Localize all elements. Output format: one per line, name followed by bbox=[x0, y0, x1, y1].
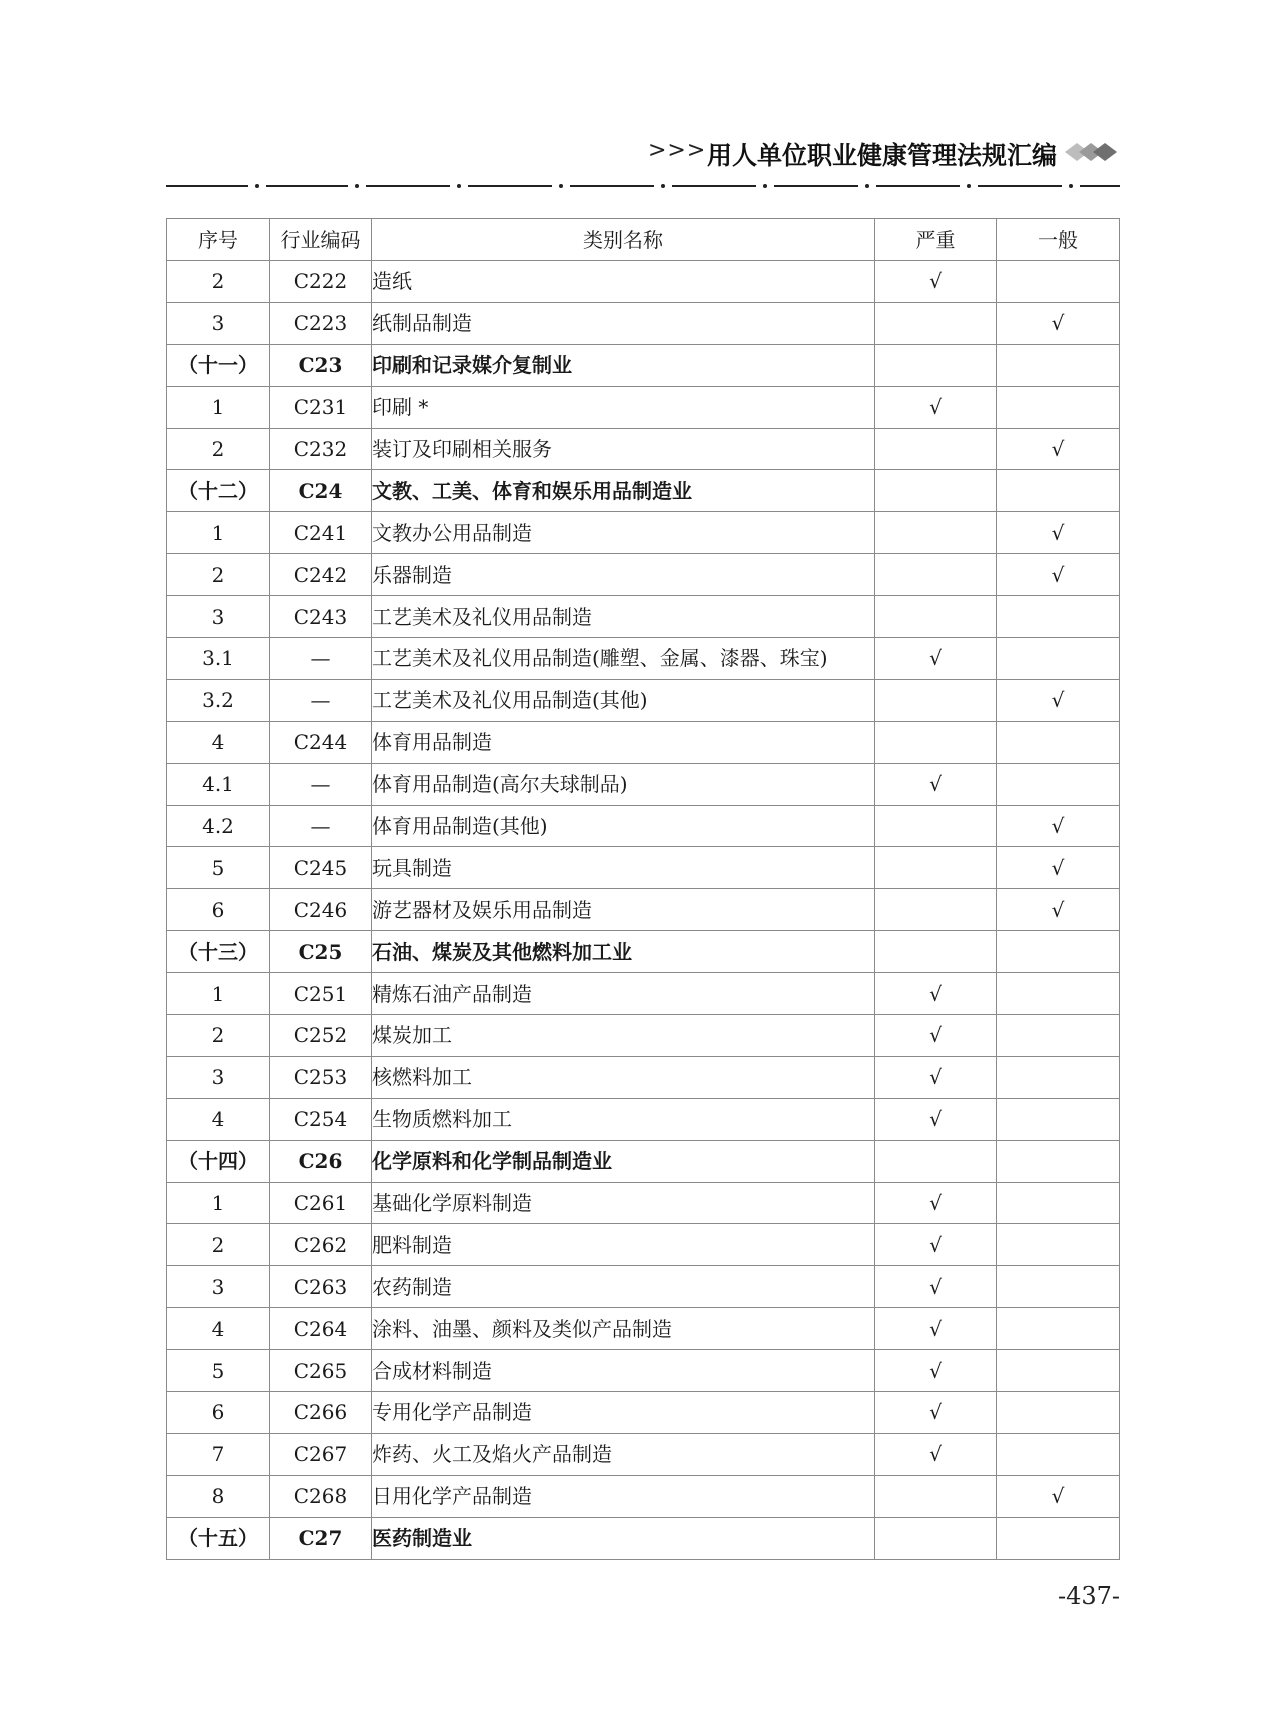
table-row bbox=[167, 512, 1120, 554]
row-general-mark bbox=[997, 1015, 1120, 1057]
row-category-name: 工艺美术及礼仪用品制造(其他) bbox=[372, 679, 875, 721]
row-general-mark bbox=[997, 261, 1120, 303]
row-general-mark bbox=[997, 386, 1120, 428]
row-serious-mark: √ bbox=[875, 1308, 997, 1350]
row-category-name: 印刷和记录媒介复制业 bbox=[372, 344, 875, 386]
row-industry-code: C245 bbox=[270, 847, 372, 889]
row-general-mark bbox=[997, 763, 1120, 805]
row-category-name: 文教办公用品制造 bbox=[372, 512, 875, 554]
row-serious-mark bbox=[875, 344, 997, 386]
header-rule bbox=[166, 183, 1120, 189]
row-seq: 8 bbox=[167, 1475, 270, 1517]
row-industry-code: C231 bbox=[270, 386, 372, 428]
table-section-row bbox=[167, 1517, 1120, 1559]
row-seq: 6 bbox=[167, 1392, 270, 1434]
row-seq: 1 bbox=[167, 512, 270, 554]
table-row bbox=[167, 302, 1120, 344]
row-industry-code: — bbox=[270, 638, 372, 680]
row-category-name: 文教、工美、体育和娱乐用品制造业 bbox=[372, 470, 875, 512]
row-industry-code: C242 bbox=[270, 554, 372, 596]
row-seq: 3 bbox=[167, 596, 270, 638]
row-general-mark: √ bbox=[997, 428, 1120, 470]
table-row bbox=[167, 1433, 1120, 1475]
row-general-mark bbox=[997, 1517, 1120, 1559]
table-row bbox=[167, 1015, 1120, 1057]
column-header-seq: 序号 bbox=[167, 219, 270, 261]
row-seq: 2 bbox=[167, 1015, 270, 1057]
row-seq: 4 bbox=[167, 1308, 270, 1350]
row-industry-code: — bbox=[270, 679, 372, 721]
table-row bbox=[167, 554, 1120, 596]
row-seq: 5 bbox=[167, 1350, 270, 1392]
table-row bbox=[167, 386, 1120, 428]
row-seq: 3 bbox=[167, 302, 270, 344]
table-row bbox=[167, 973, 1120, 1015]
row-category-name: 专用化学产品制造 bbox=[372, 1392, 875, 1434]
table-section-row bbox=[167, 344, 1120, 386]
table-section-row bbox=[167, 470, 1120, 512]
row-serious-mark bbox=[875, 1140, 997, 1182]
row-category-name: 基础化学原料制造 bbox=[372, 1182, 875, 1224]
row-industry-code: C243 bbox=[270, 596, 372, 638]
row-serious-mark: √ bbox=[875, 973, 997, 1015]
row-seq: 4 bbox=[167, 1098, 270, 1140]
row-general-mark bbox=[997, 931, 1120, 973]
row-category-name: 工艺美术及礼仪用品制造 bbox=[372, 596, 875, 638]
row-general-mark bbox=[997, 1140, 1120, 1182]
row-general-mark: √ bbox=[997, 554, 1120, 596]
row-category-name: 造纸 bbox=[372, 261, 875, 303]
row-seq: （十五） bbox=[167, 1517, 270, 1559]
row-seq: 1 bbox=[167, 386, 270, 428]
row-category-name: 炸药、火工及焰火产品制造 bbox=[372, 1433, 875, 1475]
table-row bbox=[167, 847, 1120, 889]
table-section-row bbox=[167, 931, 1120, 973]
row-industry-code: C251 bbox=[270, 973, 372, 1015]
row-category-name: 核燃料加工 bbox=[372, 1056, 875, 1098]
row-serious-mark: √ bbox=[875, 1015, 997, 1057]
row-general-mark: √ bbox=[997, 302, 1120, 344]
row-serious-mark bbox=[875, 1475, 997, 1517]
row-industry-code: C232 bbox=[270, 428, 372, 470]
row-general-mark bbox=[997, 1392, 1120, 1434]
row-seq: 7 bbox=[167, 1433, 270, 1475]
page-number: -437- bbox=[1058, 1582, 1121, 1610]
row-serious-mark bbox=[875, 1517, 997, 1559]
table-row bbox=[167, 596, 1120, 638]
row-serious-mark: √ bbox=[875, 1266, 997, 1308]
row-seq: 3 bbox=[167, 1056, 270, 1098]
row-industry-code: C27 bbox=[270, 1517, 372, 1559]
row-serious-mark: √ bbox=[875, 1350, 997, 1392]
row-general-mark: √ bbox=[997, 512, 1120, 554]
row-category-name: 医药制造业 bbox=[372, 1517, 875, 1559]
table-row bbox=[167, 1224, 1120, 1266]
row-industry-code: C246 bbox=[270, 889, 372, 931]
row-serious-mark bbox=[875, 428, 997, 470]
row-seq: 3 bbox=[167, 1266, 270, 1308]
row-general-mark bbox=[997, 1308, 1120, 1350]
row-general-mark bbox=[997, 721, 1120, 763]
column-header-general: 一般 bbox=[997, 219, 1120, 261]
row-industry-code: C25 bbox=[270, 931, 372, 973]
row-serious-mark bbox=[875, 596, 997, 638]
table-row bbox=[167, 1182, 1120, 1224]
row-industry-code: C267 bbox=[270, 1433, 372, 1475]
row-general-mark bbox=[997, 1266, 1120, 1308]
row-seq: 4 bbox=[167, 721, 270, 763]
row-industry-code: C254 bbox=[270, 1098, 372, 1140]
table-row bbox=[167, 1475, 1120, 1517]
table-header-row bbox=[167, 219, 1120, 261]
row-general-mark bbox=[997, 1433, 1120, 1475]
row-industry-code: C263 bbox=[270, 1266, 372, 1308]
row-category-name: 游艺器材及娱乐用品制造 bbox=[372, 889, 875, 931]
table-row bbox=[167, 805, 1120, 847]
row-category-name: 生物质燃料加工 bbox=[372, 1098, 875, 1140]
running-header bbox=[0, 136, 1275, 174]
row-industry-code: C24 bbox=[270, 470, 372, 512]
row-category-name: 化学原料和化学制品制造业 bbox=[372, 1140, 875, 1182]
row-general-mark bbox=[997, 596, 1120, 638]
row-serious-mark: √ bbox=[875, 1182, 997, 1224]
row-serious-mark bbox=[875, 512, 997, 554]
table-row bbox=[167, 1308, 1120, 1350]
row-industry-code: — bbox=[270, 805, 372, 847]
table-row bbox=[167, 1056, 1120, 1098]
row-general-mark: √ bbox=[997, 805, 1120, 847]
row-seq: 3.2 bbox=[167, 679, 270, 721]
row-serious-mark: √ bbox=[875, 1392, 997, 1434]
row-category-name: 农药制造 bbox=[372, 1266, 875, 1308]
row-category-name: 体育用品制造 bbox=[372, 721, 875, 763]
row-general-mark bbox=[997, 1056, 1120, 1098]
row-serious-mark bbox=[875, 805, 997, 847]
row-serious-mark bbox=[875, 931, 997, 973]
row-general-mark: √ bbox=[997, 1475, 1120, 1517]
table-row bbox=[167, 763, 1120, 805]
table-row bbox=[167, 1266, 1120, 1308]
table-row bbox=[167, 261, 1120, 303]
table-row bbox=[167, 889, 1120, 931]
row-industry-code: C265 bbox=[270, 1350, 372, 1392]
row-general-mark: √ bbox=[997, 847, 1120, 889]
row-serious-mark bbox=[875, 554, 997, 596]
row-general-mark bbox=[997, 973, 1120, 1015]
row-category-name: 日用化学产品制造 bbox=[372, 1475, 875, 1517]
row-serious-mark: √ bbox=[875, 763, 997, 805]
row-category-name: 涂料、油墨、颜料及类似产品制造 bbox=[372, 1308, 875, 1350]
row-seq: （十四） bbox=[167, 1140, 270, 1182]
header-arrows: >>> bbox=[648, 138, 707, 163]
row-category-name: 肥料制造 bbox=[372, 1224, 875, 1266]
table-row bbox=[167, 1350, 1120, 1392]
row-category-name: 体育用品制造(其他) bbox=[372, 805, 875, 847]
row-serious-mark bbox=[875, 302, 997, 344]
table-row bbox=[167, 428, 1120, 470]
row-seq: 1 bbox=[167, 973, 270, 1015]
row-category-name: 纸制品制造 bbox=[372, 302, 875, 344]
row-category-name: 装订及印刷相关服务 bbox=[372, 428, 875, 470]
column-header-category: 类别名称 bbox=[372, 219, 875, 261]
row-seq: 2 bbox=[167, 554, 270, 596]
row-category-name: 合成材料制造 bbox=[372, 1350, 875, 1392]
diamond-ornament-icon bbox=[1063, 140, 1121, 164]
table-row bbox=[167, 721, 1120, 763]
row-general-mark bbox=[997, 638, 1120, 680]
row-general-mark bbox=[997, 1350, 1120, 1392]
row-industry-code: C223 bbox=[270, 302, 372, 344]
table-row bbox=[167, 1392, 1120, 1434]
row-seq: 1 bbox=[167, 1182, 270, 1224]
row-seq: （十一） bbox=[167, 344, 270, 386]
row-seq: 4.2 bbox=[167, 805, 270, 847]
column-header-code: 行业编码 bbox=[270, 219, 372, 261]
row-category-name: 乐器制造 bbox=[372, 554, 875, 596]
row-general-mark bbox=[997, 470, 1120, 512]
row-serious-mark: √ bbox=[875, 1433, 997, 1475]
row-industry-code: C261 bbox=[270, 1182, 372, 1224]
row-industry-code: C252 bbox=[270, 1015, 372, 1057]
row-general-mark bbox=[997, 1098, 1120, 1140]
row-serious-mark: √ bbox=[875, 386, 997, 428]
row-industry-code: C253 bbox=[270, 1056, 372, 1098]
row-seq: 2 bbox=[167, 1224, 270, 1266]
row-seq: （十二） bbox=[167, 470, 270, 512]
row-industry-code: C268 bbox=[270, 1475, 372, 1517]
row-seq: 3.1 bbox=[167, 638, 270, 680]
row-industry-code: C262 bbox=[270, 1224, 372, 1266]
row-serious-mark bbox=[875, 847, 997, 889]
row-industry-code: C266 bbox=[270, 1392, 372, 1434]
row-serious-mark: √ bbox=[875, 261, 997, 303]
column-header-serious: 严重 bbox=[875, 219, 997, 261]
row-industry-code: C244 bbox=[270, 721, 372, 763]
row-serious-mark: √ bbox=[875, 1224, 997, 1266]
row-industry-code: C23 bbox=[270, 344, 372, 386]
row-general-mark bbox=[997, 1182, 1120, 1224]
row-seq: 4.1 bbox=[167, 763, 270, 805]
row-serious-mark: √ bbox=[875, 1098, 997, 1140]
header-title: 用人单位职业健康管理法规汇编 bbox=[707, 141, 1058, 170]
row-industry-code: C26 bbox=[270, 1140, 372, 1182]
row-seq: 2 bbox=[167, 428, 270, 470]
row-industry-code: C222 bbox=[270, 261, 372, 303]
row-industry-code: C241 bbox=[270, 512, 372, 554]
row-serious-mark: √ bbox=[875, 638, 997, 680]
row-category-name: 石油、煤炭及其他燃料加工业 bbox=[372, 931, 875, 973]
table-row bbox=[167, 679, 1120, 721]
row-category-name: 玩具制造 bbox=[372, 847, 875, 889]
row-general-mark bbox=[997, 344, 1120, 386]
row-serious-mark bbox=[875, 721, 997, 763]
row-seq: 2 bbox=[167, 261, 270, 303]
row-category-name: 印刷 * bbox=[372, 386, 875, 428]
row-seq: 5 bbox=[167, 847, 270, 889]
row-general-mark: √ bbox=[997, 679, 1120, 721]
row-serious-mark bbox=[875, 889, 997, 931]
row-serious-mark bbox=[875, 679, 997, 721]
row-industry-code: C264 bbox=[270, 1308, 372, 1350]
row-category-name: 精炼石油产品制造 bbox=[372, 973, 875, 1015]
table-row bbox=[167, 638, 1120, 680]
row-category-name: 煤炭加工 bbox=[372, 1015, 875, 1057]
row-seq: 6 bbox=[167, 889, 270, 931]
table-section-row bbox=[167, 1140, 1120, 1182]
row-serious-mark: √ bbox=[875, 1056, 997, 1098]
table-row bbox=[167, 1098, 1120, 1140]
row-serious-mark bbox=[875, 470, 997, 512]
row-industry-code: — bbox=[270, 763, 372, 805]
row-general-mark: √ bbox=[997, 889, 1120, 931]
row-seq: （十三） bbox=[167, 931, 270, 973]
industry-hazard-table bbox=[166, 218, 1120, 1560]
row-general-mark bbox=[997, 1224, 1120, 1266]
row-category-name: 体育用品制造(高尔夫球制品) bbox=[372, 763, 875, 805]
table-body bbox=[167, 261, 1120, 1560]
row-category-name: 工艺美术及礼仪用品制造(雕塑、金属、漆器、珠宝) bbox=[372, 638, 875, 680]
